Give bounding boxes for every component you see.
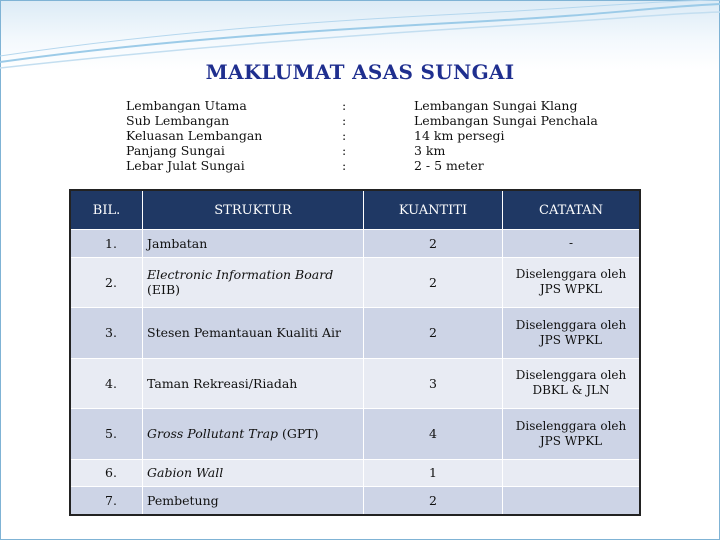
- info-colon: :: [342, 98, 347, 113]
- structure-text: Pembetung: [147, 493, 219, 509]
- table-row: [70, 409, 640, 460]
- info-colon: :: [342, 158, 347, 173]
- row-number: 5.: [70, 409, 143, 460]
- structure-text: Taman Rekreasi/Riadah: [147, 375, 298, 391]
- table-row: [70, 257, 640, 308]
- note-line: DBKL & JLN: [532, 383, 610, 398]
- row-quantity: 3: [364, 358, 503, 409]
- row-note: [503, 230, 641, 258]
- row-number: 6.: [70, 459, 143, 487]
- row-quantity: 1: [364, 459, 503, 487]
- row-number: 3.: [70, 308, 143, 359]
- note-line: -: [568, 235, 574, 250]
- info-value: 14 km persegi: [414, 128, 505, 143]
- row-structure: [143, 409, 364, 460]
- note-line: JPS WPKL: [539, 332, 603, 347]
- structure-text: Jambatan: [147, 235, 208, 251]
- row-quantity: 2: [364, 257, 503, 308]
- note-line: Diselenggara oleh: [515, 267, 627, 282]
- info-colon: :: [342, 128, 347, 143]
- structure-italic: Gross Pollutant Trap: [147, 426, 279, 442]
- info-colon: :: [342, 143, 347, 158]
- info-colon: :: [342, 113, 347, 128]
- header-bil: BIL.: [70, 190, 143, 230]
- row-number: 2.: [70, 257, 143, 308]
- info-labels: [126, 98, 262, 173]
- info-label: Panjang Sungai: [126, 143, 225, 158]
- row-structure: [143, 308, 364, 359]
- row-structure: [143, 358, 364, 409]
- row-quantity: 4: [364, 409, 503, 460]
- header-catatan: CATATAN: [503, 190, 641, 230]
- row-structure: [143, 459, 364, 487]
- table-row: [70, 487, 640, 515]
- row-number: 4.: [70, 358, 143, 409]
- page-title: MAKLUMAT ASAS SUNGAI: [205, 60, 515, 84]
- row-note: [503, 358, 641, 409]
- structure-text: Stesen Pemantauan Kualiti Air: [147, 325, 341, 341]
- info-label: Lebar Julat Sungai: [126, 158, 245, 173]
- row-note: [503, 409, 641, 460]
- note-line: Diselenggara oleh: [515, 317, 627, 332]
- info-label: Keluasan Lembangan: [126, 128, 263, 143]
- row-note: [503, 459, 641, 487]
- row-note: [503, 257, 641, 308]
- table-row: [70, 308, 640, 359]
- structure-italic: Electronic Information Board: [147, 267, 334, 283]
- info-values: [414, 98, 598, 173]
- header-kuantiti: KUANTITI: [364, 190, 503, 230]
- row-number: 7.: [70, 487, 143, 515]
- table-row: [70, 230, 640, 258]
- row-structure: [143, 257, 364, 308]
- row-quantity: 2: [364, 230, 503, 258]
- table-row: [70, 358, 640, 409]
- table-header-row: [70, 190, 640, 230]
- row-number: 1.: [70, 230, 143, 258]
- note-line: Diselenggara oleh: [515, 368, 627, 383]
- header-struktur: STRUKTUR: [143, 190, 364, 230]
- row-structure: [143, 230, 364, 258]
- structure-table: [69, 189, 641, 516]
- structure-italic: Gabion Wall: [147, 465, 224, 481]
- row-note: [503, 487, 641, 515]
- structure-text: (GPT): [278, 426, 319, 442]
- info-value: 3 km: [414, 143, 446, 158]
- info-colons: [342, 98, 346, 173]
- row-structure: [143, 487, 364, 515]
- table-row: [70, 459, 640, 487]
- info-label: Lembangan Utama: [126, 98, 247, 113]
- note-line: Diselenggara oleh: [515, 418, 627, 433]
- structure-text: (EIB): [147, 282, 181, 298]
- row-quantity: 2: [364, 308, 503, 359]
- info-value: Lembangan Sungai Klang: [414, 98, 578, 113]
- info-value: Lembangan Sungai Penchala: [414, 113, 598, 128]
- note-line: JPS WPKL: [539, 433, 603, 448]
- row-quantity: 2: [364, 487, 503, 515]
- row-note: [503, 308, 641, 359]
- note-line: JPS WPKL: [539, 282, 603, 297]
- info-label: Sub Lembangan: [126, 113, 230, 128]
- info-value: 2 - 5 meter: [414, 158, 484, 173]
